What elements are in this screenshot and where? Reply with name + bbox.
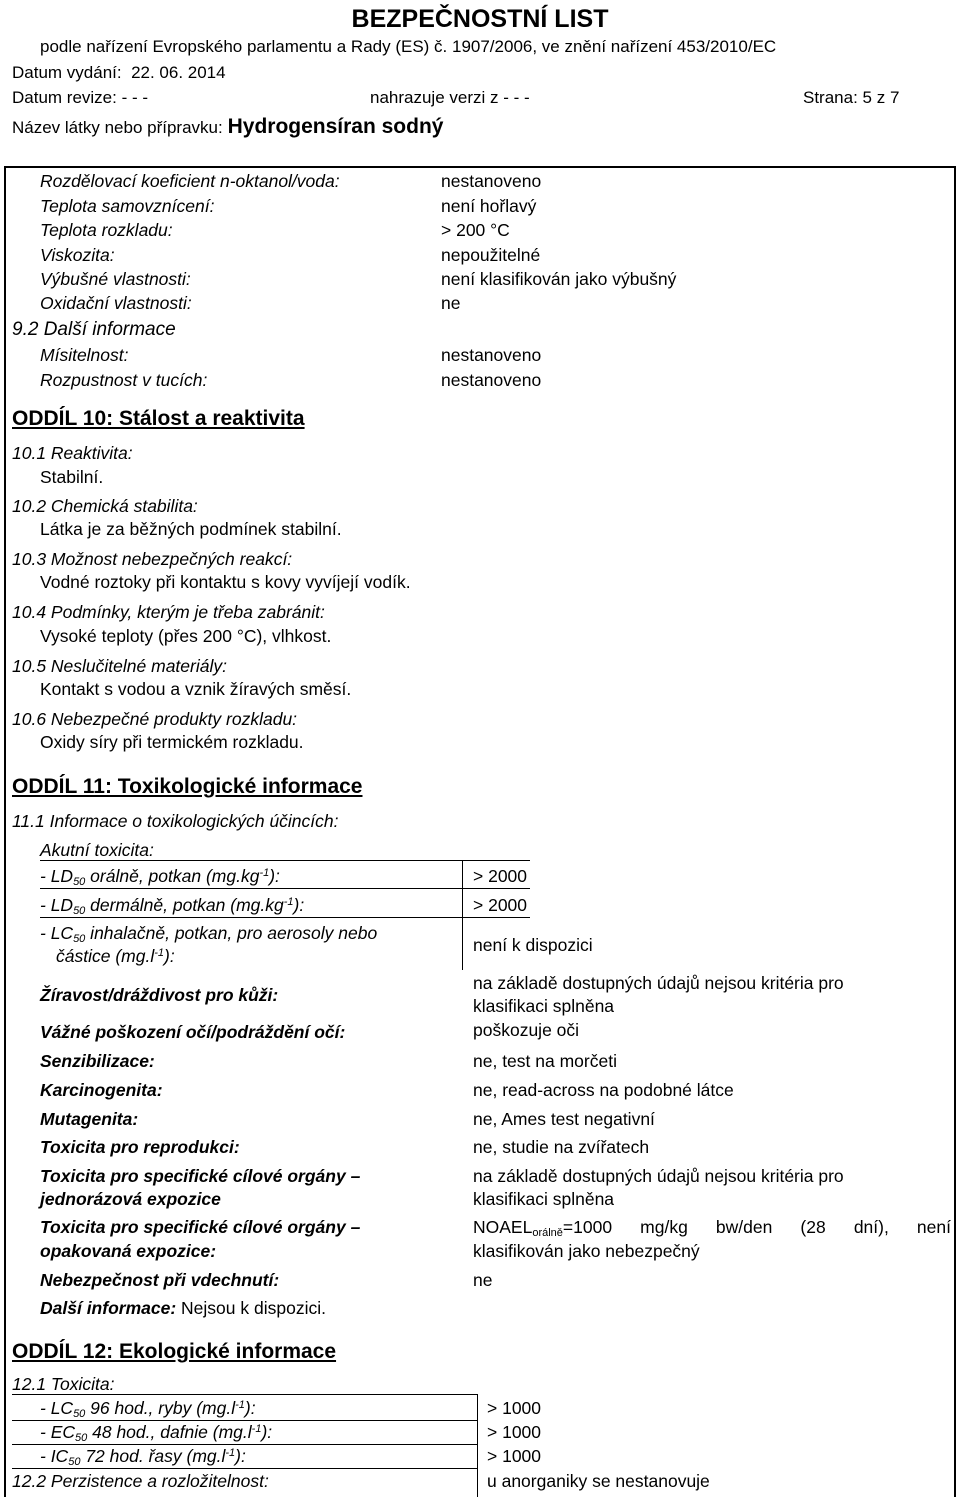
aspiration-hazard-label: Nebezpečnost při vdechnutí:: [40, 1270, 280, 1290]
reproductive-toxicity-value: ne, studie na zvířatech: [473, 1137, 650, 1157]
section-heading: ODDÍL 12: Ekologické informace: [12, 1340, 337, 1363]
property-label: Rozpustnost v tucích:: [40, 370, 208, 390]
stot-single-label: Toxicita pro specifické cílové orgány –: [40, 1166, 361, 1186]
document-title: BEZPEČNOSTNÍ LIST: [351, 5, 609, 33]
eye-damage-value: poškozuje oči: [473, 1020, 580, 1040]
lc50-inhalation-value: není k dispozici: [473, 935, 593, 955]
section-heading: ODDÍL 11: Toxikologické informace: [12, 775, 363, 798]
section-heading: ODDÍL 10: Stálost a reaktivita: [12, 407, 305, 430]
property-label: Rozdělovací koeficient n-oktanol/voda:: [40, 171, 340, 191]
mutagenicity-label: Mutagenita:: [40, 1109, 139, 1129]
stot-repeated-value-line2: klasifikován jako nebezpečný: [473, 1241, 700, 1261]
ld50-oral-value: > 2000: [473, 866, 528, 886]
page-label: Strana:: [803, 88, 858, 107]
lc50-inhalation-label: - $LC_{50}$ inhalačně, potkan, pro aerosoly nebo: [40, 923, 378, 945]
table-rule: [12, 1468, 477, 1469]
property-value: není hořlavý: [441, 196, 537, 216]
acute-toxicity-label: Akutní toxicita:: [40, 840, 154, 860]
property-label: Mísitelnost:: [40, 345, 129, 365]
item-label: 10.6 Nebezpečné produkty rozkladu:: [12, 709, 298, 729]
substance-name: Hydrogensíran sodný: [227, 115, 444, 138]
table-column-divider: [462, 860, 463, 970]
subsection-heading: 11.1 Informace o toxikologických účincích:: [12, 811, 339, 831]
page-number-line: [803, 88, 899, 108]
item-text: Vysoké teploty (přes 200 °C), vlhkost.: [40, 626, 332, 646]
issue-date-line: [12, 63, 226, 83]
property-label: Výbušné vlastnosti:: [40, 269, 191, 289]
property-label: Teplota samovznícení:: [40, 196, 215, 216]
revision-date-label: Datum revize:: [12, 88, 117, 107]
stot-single-value-line2: klasifikaci splněna: [473, 1189, 615, 1209]
item-text: Látka je za běžných podmínek stabilní.: [40, 519, 342, 539]
item-text: Oxidy síry při termickém rozkladu.: [40, 732, 304, 752]
stot-repeated-label-line2: opakovaná expozice:: [40, 1241, 217, 1261]
replaces-label: nahrazuje verzi z: [370, 88, 499, 107]
item-label: 10.3 Možnost nebezpečných reakcí:: [12, 549, 293, 569]
regulation-subtitle: podle nařízení Evropského parlamentu a Rady (ES) č. 1907/2006, ve znění nařízení 453/2010/EC: [40, 37, 777, 56]
ec50-daphnia-label: - $EC_{50}$ 48 hod., dafnie $(mg.l^{-1})$:: [40, 1422, 273, 1444]
mutagenicity-value: ne, Ames test negativní: [473, 1109, 655, 1129]
item-label: 10.4 Podmínky, kterým je třeba zabránit:: [12, 602, 325, 622]
ic50-algae-label: - $IC_{50}$ 72 hod. řasy $(mg.l^{-1})$:: [40, 1446, 246, 1468]
eye-damage-label: Vážné poškození očí/podráždění očí:: [40, 1022, 346, 1042]
replaces-value: - - -: [503, 88, 530, 107]
table-rule: [40, 860, 530, 861]
persistence-value: u anorganiky se nestanovuje: [487, 1471, 710, 1491]
property-value: nestanoveno: [441, 345, 542, 365]
stot-single-label-line2: jednorázová expozice: [40, 1189, 221, 1209]
other-information-value: Nejsou k dispozici.: [181, 1298, 326, 1318]
table-rule: [40, 888, 530, 889]
substance-line: [12, 115, 443, 139]
ec50-daphnia-value: > 1000: [487, 1422, 542, 1442]
lc50-inhalation-label-line2: částice $(mg.l^{-1})$:: [56, 946, 175, 966]
ld50-dermal-value: > 2000: [473, 895, 528, 915]
item-text: Vodné roztoky při kontaktu s kovy vyvíjejí vodík.: [40, 572, 411, 592]
page-value: 5 z 7: [862, 88, 900, 107]
stot-single-value: na základě dostupných údajů nejsou kritéria pro: [473, 1166, 844, 1186]
property-value: nestanoveno: [441, 171, 542, 191]
table-rule: [12, 1394, 477, 1395]
skin-corrosion-value-line2: klasifikaci splněna: [473, 996, 615, 1016]
skin-corrosion-value: na základě dostupných údajů nejsou kritéria pro: [473, 973, 844, 993]
property-label: Viskozita:: [40, 245, 115, 265]
property-value: nestanoveno: [441, 370, 542, 390]
page-border-right: [954, 166, 956, 1497]
stot-repeated-value: $NOAEL_{orálně}=1000$ mg/kg bw/den (28 dní), není: [473, 1217, 951, 1239]
property-value: > 200 °C: [441, 220, 510, 240]
reproductive-toxicity-label: Toxicita pro reprodukci:: [40, 1137, 240, 1157]
lc50-fish-label: - $LC_{50}$ 96 hod., ryby $(mg.l^{-1})$:: [40, 1398, 256, 1420]
property-label: Teplota rozkladu:: [40, 220, 173, 240]
table-rule: [40, 917, 530, 918]
item-label: 10.2 Chemická stabilita:: [12, 496, 198, 516]
carcinogenicity-value: ne, read-across na podobné látce: [473, 1080, 734, 1100]
aspiration-hazard-value: ne: [473, 1270, 493, 1290]
sensitization-value: ne, test na morčeti: [473, 1051, 617, 1071]
revision-date-line: [12, 88, 148, 108]
page-border-top: [4, 166, 956, 168]
sensitization-label: Senzibilizace:: [40, 1051, 155, 1071]
property-value: nepoužitelné: [441, 245, 541, 265]
ic50-algae-value: > 1000: [487, 1446, 542, 1466]
item-label: 10.1 Reaktivita:: [12, 443, 133, 463]
issue-date-label: Datum vydání:: [12, 63, 122, 82]
lc50-fish-value: > 1000: [487, 1398, 542, 1418]
skin-corrosion-label: Žíravost/dráždivost pro kůži:: [40, 985, 279, 1005]
item-text: Kontakt s vodou a vznik žíravých směsí.: [40, 679, 352, 699]
item-label: 10.5 Neslučitelné materiály:: [12, 656, 227, 676]
substance-label: Název látky nebo přípravku:: [12, 118, 223, 137]
table-rule: [12, 1444, 477, 1445]
revision-date-value: - - -: [121, 88, 149, 107]
replaces-version-line: [370, 88, 530, 108]
property-value: není klasifikován jako výbušný: [441, 269, 677, 289]
property-value: ne: [441, 293, 461, 313]
carcinogenicity-label: Karcinogenita:: [40, 1080, 163, 1100]
issue-date-value: 22. 06. 2014: [131, 63, 226, 82]
other-information-label: Další informace:: [40, 1298, 177, 1318]
stot-repeated-label: Toxicita pro specifické cílové orgány –: [40, 1217, 361, 1237]
table-column-divider: [477, 1394, 478, 1497]
other-information-line: [40, 1298, 326, 1318]
ld50-oral-label: - $LD_{50}$ orálně, potkan $(mg.kg^{-1})$:: [40, 866, 280, 888]
ld50-dermal-label: - $LD_{50}$ dermálně, potkan $(mg.kg^{-1})$:: [40, 895, 305, 917]
subsection-heading: 9.2 Další informace: [12, 319, 176, 340]
property-label: Oxidační vlastnosti:: [40, 293, 192, 313]
table-rule: [12, 1420, 477, 1421]
subsection-heading: 12.1 Toxicita:: [12, 1374, 115, 1394]
persistence-label: 12.2 Perzistence a rozložitelnost:: [12, 1471, 269, 1491]
page-border-left: [4, 166, 6, 1497]
item-text: Stabilní.: [40, 467, 104, 487]
